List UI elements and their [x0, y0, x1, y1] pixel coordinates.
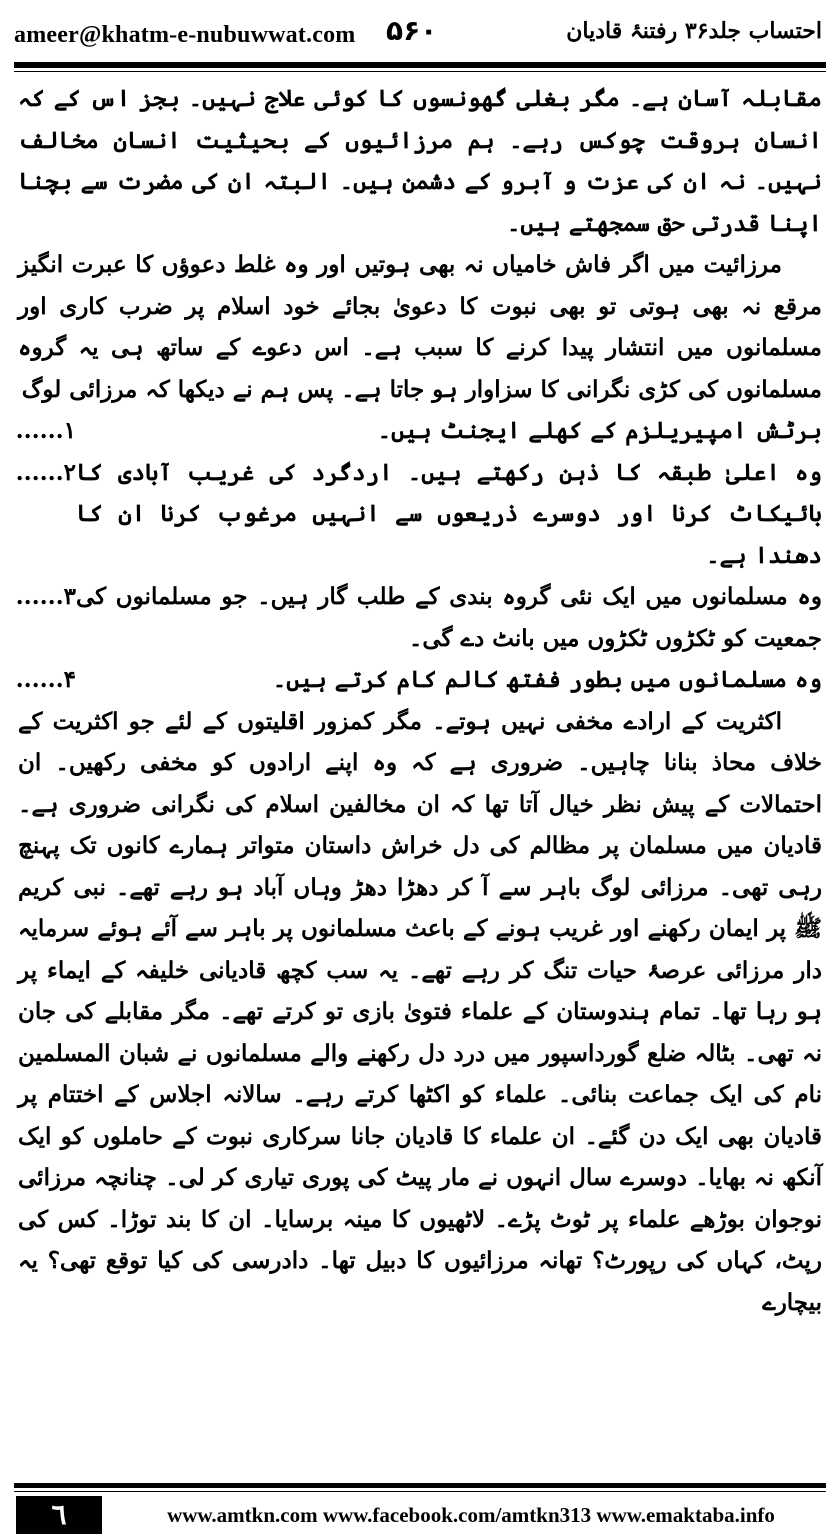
footer-rule-thin: [14, 1491, 826, 1492]
list-item-text: برٹش امپیریلزم کے کھلے ایجنٹ ہیں۔: [377, 417, 822, 444]
header-rule-thin: [14, 71, 826, 72]
list-item-number: ۱......: [15, 417, 76, 444]
list-item-number: ۴......: [15, 666, 76, 693]
page-number: ۵۶۰: [386, 14, 438, 47]
list-item: [15, 452, 822, 577]
footer-number-box: ٦: [16, 1496, 102, 1534]
header-email: ameer@khatm-e-nubuwwat.com: [14, 22, 356, 48]
paragraph-1: مقابلہ آسان ہے۔ مگر بغلی گھونسوں کا کوئی علاج نہیں۔ بجز اس کے کہ انسان ہروقت چوکس رہے۔ ہم مرزائیوں کے بحیثیت انسان مخالف نہیں۔ نہ ان کی عزت و آبرو کے دشمن ہیں۔ البتہ ان کی مضرت سے بچنا اپنا قدرتی حق سمجھتے ہیں۔: [18, 85, 822, 237]
footer-rule-thick: [14, 1483, 826, 1488]
list-item-text: وہ مسلمانوں میں ایک نئی گروہ بندی کے طلب گار ہیں۔ جو مسلمانوں کی جمعیت کو ٹکڑوں ٹکڑوں میں بانٹ دے گی۔: [76, 583, 822, 652]
body-text: [15, 78, 822, 1323]
list-item-number: ۳......: [15, 583, 76, 610]
paragraph-2: مرزائیت میں اگر فاش خامیاں نہ بھی ہوتیں اور وہ غلط دعوؤں کا عبرت انگیز مرقع نہ بھی ہوتی تو بھی نبوت کا دعویٰ بجائے خود اسلام پر ضرب کاری اور مسلمانوں میں انتشار پیدا کرنے کا سبب ہے۔ اس دعوے کے ساتھ ہی یہ گروہ مسلمانوں کی کڑی نگرانی کا سزاوار ہو جاتا ہے۔ پس ہم نے دیکھا کہ مرزائی لوگ: [18, 251, 822, 403]
list-item: [15, 410, 822, 452]
page-header: [14, 14, 826, 54]
list-item-text: وہ اعلیٰ طبقہ کا ذہن رکھتے ہیں۔ اردگرد کی غریب آبادی کا بائیکاٹ کرنا اور دوسرے ذریعوں سے انہیں مرغوب کرنا ان کا دھندا ہے۔: [76, 458, 822, 569]
list-item-number: ۲......: [15, 458, 76, 486]
footer-urls: www.amtkn.com www.facebook.com/amtkn313 www.emaktaba.info: [167, 1503, 775, 1527]
running-title: احتساب جلد۳۶ رفتنۂ قادیان: [566, 18, 822, 44]
list-item: [15, 659, 822, 701]
list-item: [15, 576, 822, 659]
list-item-text: وہ مسلمانوں میں بطور ففتھ کالم کام کرتے ہیں۔: [272, 666, 822, 693]
paragraph-3: اکثریت کے ارادے مخفی نہیں ہوتے۔ مگر کمزور اقلیتوں کے لئے جو اکثریت کے خلاف محاذ بنانا چاہیں۔ ضروری ہے کہ وہ اپنے ارادوں کو مخفی رکھیں۔ ان احتمالات کے پیش نظر خیال آتا تھا کہ ان مخالفین اسلام کی نگرانی ضروری ہے۔ قادیان میں مسلمان پر مظالم کی دل خراش داستان متواتر ہمارے کانوں تک پہنچ رہی تھی۔ مرزائی لوگ باہر سے آ کر دھڑا دھڑ وہاں آباد ہو رہے تھے۔ نبی کریم ﷺ پر ایمان رکھنے اور غریب ہونے کے باعث مسلمانوں پر باہر سے آئے ہوئے سرمایہ دار مرزائی عرصۂ حیات تنگ کر رہے تھے۔ یہ سب کچھ قادیانی خلیفہ کے ایماء پر ہو رہا تھا۔ تمام ہندوستان کے علماء فتویٰ بازی تو کرتے تھے۔ مگر مقابلے کی جان نہ تھی۔ بٹالہ ضلع گورداسپور میں درد دل رکھنے والے مسلمانوں نے شبان المسلمین نام کی ایک جماعت بنائی۔ علماء کو اکٹھا کرتے رہے۔ سالانہ اجلاس کے اختتام پر قادیان بھی ایک دن گئے۔ ان علماء کا قادیان جانا سرکاری نبوت کے حاملوں کو ایک آنکھ نہ بھایا۔ دوسرے سال انہوں نے مار پیٹ کی پوری تیاری کر لی۔ چنانچہ مرزائی نوجوان بوڑھے علماء پر ٹوٹ پڑے۔ لاٹھیوں کا مینہ برسایا۔ ان کا بند توڑا۔ کس کی رپٹ، کہاں کی رپورٹ؟ تھانہ مرزائیوں کا دبیل تھا۔ دادرسی کی کیا توقع تھی؟ یہ بیچارے: [18, 707, 822, 1316]
header-rule-thick: [14, 62, 826, 68]
